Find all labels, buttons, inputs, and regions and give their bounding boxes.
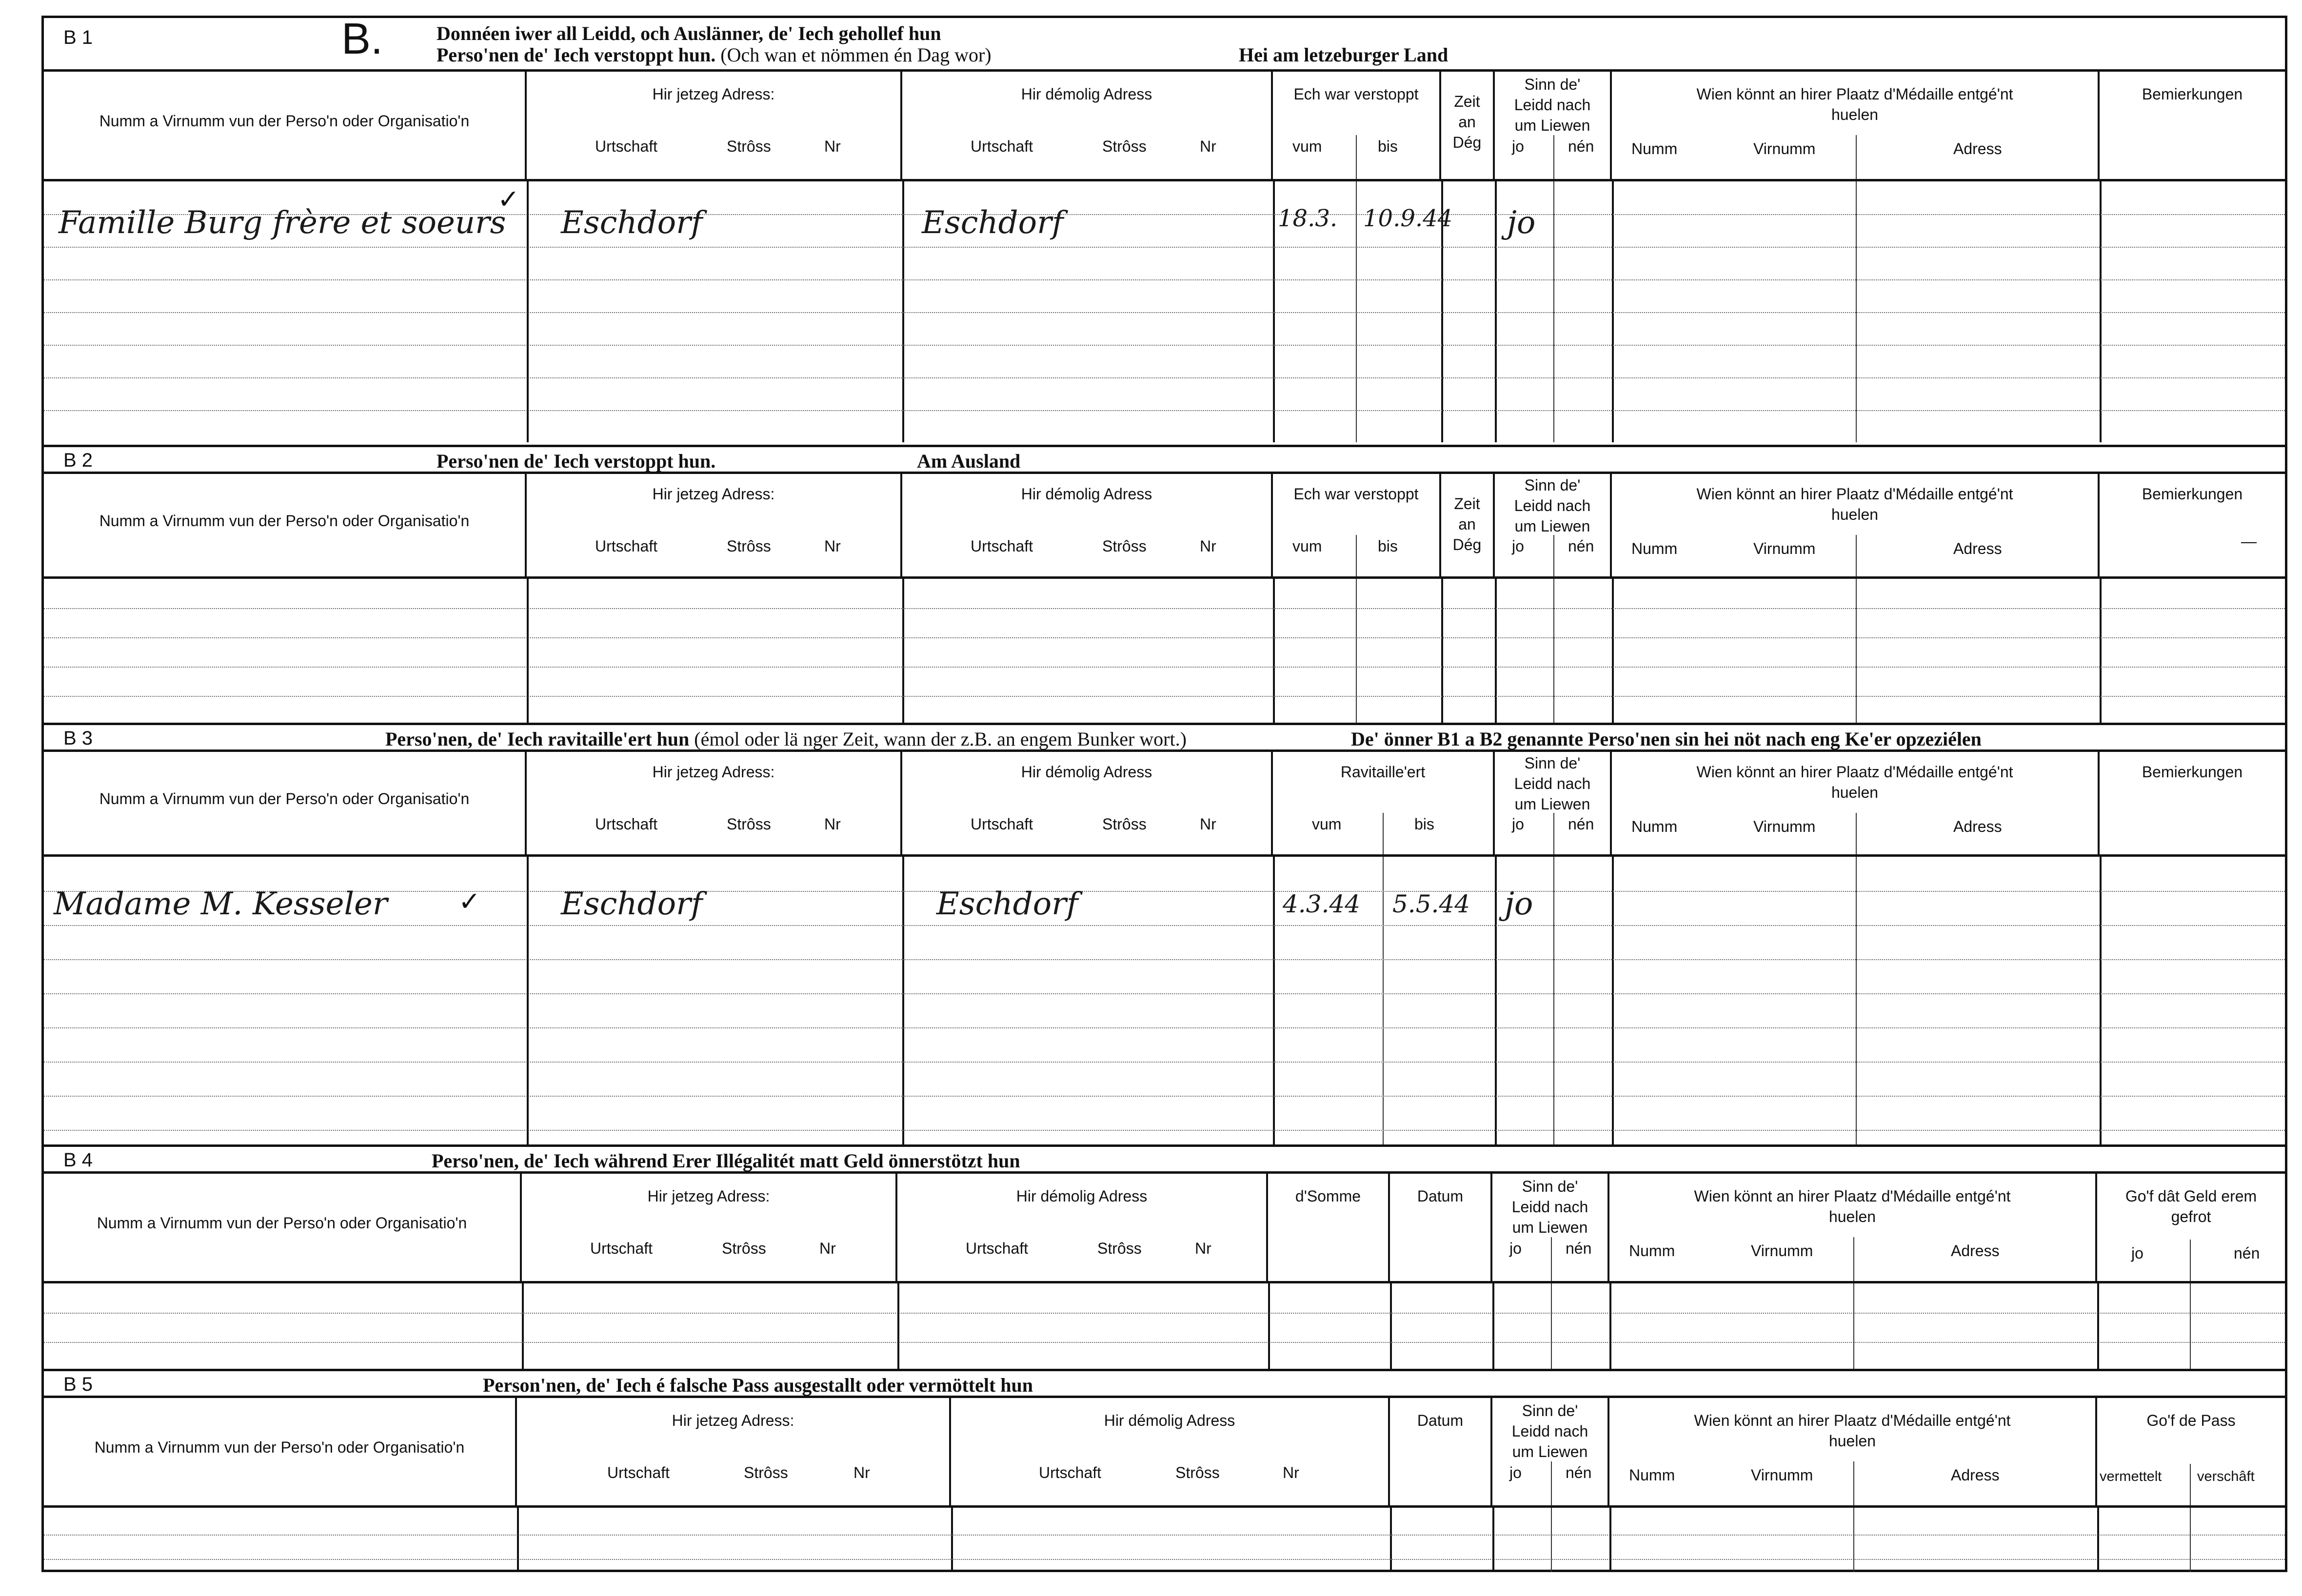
col-name bbox=[44, 72, 527, 179]
sub-label: Strôss bbox=[727, 815, 771, 833]
section-code: B 3 bbox=[63, 728, 93, 749]
col-medal bbox=[1612, 474, 2100, 576]
sub-label: Urtschaft bbox=[971, 138, 1033, 155]
heading-text: Perso'nen de' Iech verstoppt hun. bbox=[437, 44, 716, 66]
section-b4 bbox=[44, 1144, 2285, 1369]
ruled-line bbox=[44, 410, 2285, 411]
registration-form bbox=[41, 16, 2287, 1572]
column-header-row bbox=[44, 1174, 2285, 1283]
col-label: Wien könnt an hirer Plaatz d'Médaille entgé'nt huelen bbox=[1696, 485, 2013, 523]
divider bbox=[951, 1508, 953, 1572]
ruled-line bbox=[44, 1313, 2285, 1314]
sub-label: Numm bbox=[1629, 1242, 1675, 1260]
entry-current-town: Eschdorf bbox=[561, 886, 703, 922]
col-supplied bbox=[1273, 752, 1495, 854]
col-hidden bbox=[1273, 72, 1441, 179]
sub-label: Nr bbox=[1283, 1464, 1299, 1481]
sub-label: jo bbox=[1512, 537, 1524, 555]
sub-divider bbox=[1856, 135, 1857, 179]
ruled-line bbox=[44, 993, 2285, 994]
sub-label: Adress bbox=[1951, 1242, 2000, 1260]
col-label: Hir démolig Adress bbox=[1016, 1187, 1148, 1205]
divider bbox=[1492, 1283, 1494, 1369]
sub-label: Numm bbox=[1631, 140, 1678, 158]
divider bbox=[1609, 1283, 1611, 1369]
ruled-line bbox=[44, 1535, 2285, 1536]
sub-label: jo bbox=[1512, 815, 1524, 833]
col-label: Hir jetzeg Adress: bbox=[652, 763, 775, 781]
sub-divider bbox=[1383, 813, 1384, 854]
col-name-label: Numm a Virnumm vun der Perso'n oder Organisatio'n bbox=[99, 790, 470, 808]
col-label: Hir jetzeg Adress: bbox=[652, 485, 775, 503]
divider bbox=[2190, 1283, 2191, 1369]
sub-label: Virnumm bbox=[1753, 140, 1816, 158]
col-alive bbox=[1495, 474, 1612, 576]
divider bbox=[1612, 579, 1614, 723]
ruled-line bbox=[44, 608, 2285, 609]
col-medal bbox=[1609, 1174, 2097, 1281]
sub-label: Strôss bbox=[1175, 1464, 1220, 1481]
entry-supplied-to: 5.5.44 bbox=[1392, 890, 1470, 918]
col-current-address bbox=[522, 1174, 897, 1281]
divider bbox=[1390, 1283, 1392, 1369]
col-label: Wien könnt an hirer Plaatz d'Médaille entgé'nt huelen bbox=[1696, 85, 2013, 123]
sub-label: Urtschaft bbox=[607, 1464, 670, 1481]
sub-label: Adress bbox=[1951, 1466, 2000, 1484]
col-label: Go'f de Pass bbox=[2146, 1412, 2236, 1429]
section-code: B 1 bbox=[63, 27, 93, 48]
divider bbox=[522, 1283, 524, 1369]
sub-label: Strôss bbox=[744, 1464, 788, 1481]
divider bbox=[1553, 857, 1554, 1144]
col-name-label: Numm a Virnumm vun der Perso'n oder Organisatio'n bbox=[94, 1438, 465, 1456]
section-code: B 2 bbox=[63, 450, 93, 471]
form-letter: B. bbox=[341, 15, 383, 63]
col-medal bbox=[1609, 1398, 2097, 1505]
divider bbox=[1853, 1508, 1854, 1572]
sub-label: vum bbox=[1292, 537, 1322, 555]
sub-label: nén bbox=[1566, 1464, 1592, 1481]
col-former-address bbox=[951, 1398, 1390, 1505]
entry-hidden-from: 18.3. bbox=[1278, 205, 1338, 232]
sub-label: Adress bbox=[1953, 540, 2002, 557]
sub-label: Urtschaft bbox=[1039, 1464, 1102, 1481]
sub-label: vum bbox=[1292, 138, 1322, 155]
col-label: Hir démolig Adress bbox=[1021, 763, 1152, 781]
col-label: Wien könnt an hirer Plaatz d'Médaille entgé'nt huelen bbox=[1694, 1187, 2011, 1225]
sub-label: jo bbox=[1509, 1240, 1522, 1257]
sub-label: bis bbox=[1378, 537, 1398, 555]
col-label: d'Somme bbox=[1295, 1187, 1361, 1205]
divider bbox=[1495, 579, 1497, 723]
entry-supplied-from: 4.3.44 bbox=[1283, 890, 1361, 918]
col-label: Ech war verstoppt bbox=[1293, 485, 1419, 503]
col-remarks bbox=[2100, 474, 2285, 576]
ruled-line bbox=[44, 959, 2285, 960]
sub-label: Virnumm bbox=[1751, 1466, 1813, 1484]
sub-label: Nr bbox=[819, 1240, 836, 1257]
section-heading-line bbox=[385, 728, 1187, 750]
sub-label: nén bbox=[2234, 1244, 2260, 1262]
divider bbox=[1856, 579, 1857, 723]
section-heading-line2 bbox=[437, 43, 992, 66]
sub-label: Urtschaft bbox=[590, 1240, 653, 1257]
sub-label: Numm bbox=[1631, 540, 1678, 557]
sub-divider bbox=[2190, 1240, 2191, 1281]
heading-note-right: De' önner B1 a B2 genannte Perso'nen sin hei nöt nach eng Ke'er opzeziélen bbox=[1351, 728, 1982, 750]
sub-label: nén bbox=[1568, 138, 1594, 155]
ruled-line bbox=[44, 312, 2285, 313]
ruled-line bbox=[44, 637, 2285, 638]
divider bbox=[902, 857, 904, 1144]
sub-label: vermettelt bbox=[2100, 1469, 2162, 1484]
col-current-address bbox=[527, 72, 902, 179]
sub-label: Strôss bbox=[727, 537, 771, 555]
heading-location: Am Ausland bbox=[917, 450, 1021, 472]
sub-label: Virnumm bbox=[1753, 540, 1816, 557]
col-name bbox=[44, 474, 527, 576]
sub-divider bbox=[1856, 813, 1857, 854]
divider bbox=[517, 1508, 519, 1572]
col-label: Hir jetzeg Adress: bbox=[647, 1187, 770, 1205]
divider bbox=[1551, 1283, 1552, 1369]
entry-name: Famille Burg frère et soeurs bbox=[59, 205, 506, 241]
divider bbox=[2100, 579, 2102, 723]
col-remarks bbox=[2100, 72, 2285, 179]
col-former-address bbox=[897, 1174, 1268, 1281]
ruled-line bbox=[44, 667, 2285, 668]
heading-note: (émol oder lä nger Zeit, wann der z.B. an engem Bunker wort.) bbox=[694, 728, 1187, 750]
ruled-line bbox=[44, 247, 2285, 248]
sub-label: nén bbox=[1568, 815, 1594, 833]
sub-divider bbox=[1551, 1237, 1552, 1281]
divider bbox=[1383, 857, 1384, 1144]
section-b1 bbox=[44, 15, 2285, 445]
col-alive bbox=[1495, 72, 1612, 179]
column-header-row bbox=[44, 1398, 2285, 1508]
column-header-row bbox=[44, 752, 2285, 857]
sub-label: Adress bbox=[1953, 818, 2002, 835]
sub-label: Urtschaft bbox=[595, 815, 658, 833]
divider bbox=[1441, 579, 1443, 723]
sub-label: Adress bbox=[1953, 140, 2002, 158]
col-alive bbox=[1495, 752, 1612, 854]
col-days bbox=[1441, 474, 1495, 576]
sub-divider bbox=[1853, 1461, 1854, 1505]
divider bbox=[2097, 1508, 2099, 1572]
col-money-returned bbox=[2097, 1174, 2285, 1281]
col-label: Sinn de' Leidd nach um Liewen bbox=[1511, 1178, 1588, 1236]
col-label: Sinn de' Leidd nach um Liewen bbox=[1514, 754, 1591, 813]
col-former-address bbox=[902, 752, 1273, 854]
entry-alive-yes: jo bbox=[1505, 886, 1533, 922]
col-label: Datum bbox=[1417, 1412, 1464, 1429]
sub-label: Strôss bbox=[1102, 815, 1147, 833]
ruled-line bbox=[44, 345, 2285, 346]
col-name bbox=[44, 752, 527, 854]
sub-label: Virnumm bbox=[1753, 818, 1816, 835]
col-label: Zeit an Dég bbox=[1452, 495, 1482, 553]
heading-note: (Och wan et nömmen én Dag wor) bbox=[720, 44, 992, 66]
col-label: Zeit an Dég bbox=[1452, 93, 1482, 151]
sub-divider bbox=[1356, 535, 1357, 576]
entry-area bbox=[44, 181, 2285, 442]
col-current-address bbox=[517, 1398, 951, 1505]
heading-text: Perso'nen, de' Iech ravitaille'ert hun bbox=[385, 728, 690, 750]
sub-label: Nr bbox=[824, 537, 841, 555]
entry-area bbox=[44, 857, 2285, 1144]
divider bbox=[1492, 1508, 1494, 1572]
column-header-row bbox=[44, 474, 2285, 579]
sub-label: Strôss bbox=[1102, 537, 1147, 555]
sub-divider bbox=[2190, 1464, 2191, 1505]
ruled-line bbox=[44, 1096, 2285, 1097]
entry-area bbox=[44, 1508, 2285, 1572]
check-mark-icon: ✓ bbox=[458, 886, 481, 917]
col-alive bbox=[1492, 1174, 1609, 1281]
col-current-address bbox=[527, 752, 902, 854]
sub-label: vum bbox=[1312, 815, 1342, 833]
entry-name: Madame M. Kesseler bbox=[54, 886, 388, 922]
divider bbox=[1273, 579, 1275, 723]
sub-label: Strôss bbox=[1097, 1240, 1142, 1257]
sub-label: Strôss bbox=[722, 1240, 766, 1257]
col-hidden bbox=[1273, 474, 1441, 576]
col-label: Go'f dât Geld erem gefrot bbox=[2125, 1187, 2257, 1225]
col-label: Hir jetzeg Adress: bbox=[652, 85, 775, 103]
section-b5-title bbox=[44, 1371, 2285, 1398]
divider bbox=[1553, 579, 1554, 723]
sub-label: nén bbox=[1568, 537, 1594, 555]
section-heading: Person'nen, de' Iech é falsche Pass ausgestallt oder vermöttelt hun bbox=[483, 1374, 1033, 1396]
section-heading: Donnéen iwer all Leidd, och Auslänner, de' Iech gehollef hun bbox=[437, 22, 941, 44]
sub-label: Nr bbox=[1195, 1240, 1211, 1257]
sub-divider bbox=[1551, 1461, 1552, 1505]
col-name-label: Numm a Virnumm vun der Perso'n oder Organisatio'n bbox=[99, 112, 470, 130]
entry-current-town: Eschdorf bbox=[561, 205, 703, 241]
entry-area bbox=[44, 1283, 2285, 1369]
sub-label: Nr bbox=[824, 138, 841, 155]
section-b3-title bbox=[44, 725, 2285, 752]
col-alive bbox=[1492, 1398, 1609, 1505]
section-b1-title bbox=[44, 15, 2285, 72]
col-label: Bemierkungen bbox=[2142, 85, 2243, 103]
divider bbox=[902, 579, 904, 723]
col-label: Sinn de' Leidd nach um Liewen bbox=[1514, 76, 1591, 134]
sub-label: verschâft bbox=[2197, 1469, 2255, 1484]
divider bbox=[2100, 857, 2102, 1144]
section-b5 bbox=[44, 1369, 2285, 1572]
sub-divider bbox=[1356, 135, 1357, 179]
col-label: Datum bbox=[1417, 1187, 1464, 1205]
col-sum bbox=[1268, 1174, 1390, 1281]
col-name-label: Numm a Virnumm vun der Perso'n oder Organisatio'n bbox=[99, 512, 470, 530]
sub-label: bis bbox=[1414, 815, 1434, 833]
sub-label: Virnumm bbox=[1751, 1242, 1813, 1260]
entry-area bbox=[44, 579, 2285, 723]
section-code: B 5 bbox=[63, 1374, 93, 1395]
sub-label: Urtschaft bbox=[971, 815, 1033, 833]
entry-alive-yes: jo bbox=[1507, 205, 1536, 241]
divider bbox=[1856, 857, 1857, 1144]
sub-label: Strôss bbox=[727, 138, 771, 155]
col-label: Hir démolig Adress bbox=[1104, 1412, 1235, 1429]
col-label: Hir jetzeg Adress: bbox=[672, 1412, 794, 1429]
sub-label: Nr bbox=[1200, 537, 1216, 555]
section-b4-title bbox=[44, 1147, 2285, 1174]
col-date bbox=[1390, 1398, 1492, 1505]
sub-label: Nr bbox=[853, 1464, 870, 1481]
divider bbox=[1853, 1283, 1854, 1369]
sub-label: jo bbox=[2131, 1244, 2143, 1262]
col-medal bbox=[1612, 752, 2100, 854]
col-date bbox=[1390, 1174, 1492, 1281]
col-remarks bbox=[2100, 752, 2285, 854]
divider bbox=[1356, 579, 1357, 723]
col-label: Hir démolig Adress bbox=[1021, 85, 1152, 103]
ruled-line bbox=[44, 1062, 2285, 1063]
sub-label: Nr bbox=[1200, 815, 1216, 833]
col-days bbox=[1441, 72, 1495, 179]
divider bbox=[1273, 857, 1275, 1144]
divider bbox=[1390, 1508, 1392, 1572]
col-former-address bbox=[902, 72, 1273, 179]
sub-label: Urtschaft bbox=[595, 138, 658, 155]
section-b3 bbox=[44, 723, 2285, 1144]
col-label: Bemierkungen bbox=[2142, 485, 2243, 503]
sub-label: Urtschaft bbox=[595, 537, 658, 555]
check-mark-icon: ✓ bbox=[497, 184, 520, 215]
entry-former-town: Eschdorf bbox=[922, 205, 1064, 241]
section-heading: Perso'nen de' Iech verstoppt hun. bbox=[437, 450, 716, 472]
entry-hidden-to: 10.9.44 bbox=[1363, 205, 1453, 232]
sub-divider bbox=[1553, 135, 1554, 179]
divider bbox=[1495, 857, 1497, 1144]
col-label: Bemierkungen bbox=[2142, 763, 2243, 781]
sub-divider bbox=[1553, 813, 1554, 854]
sub-label: Numm bbox=[1629, 1466, 1675, 1484]
ruled-line bbox=[44, 925, 2285, 926]
divider bbox=[1612, 857, 1614, 1144]
divider bbox=[527, 579, 529, 723]
ruled-line bbox=[44, 696, 2285, 697]
heading-location: Hei am letzeburger Land bbox=[1239, 44, 1449, 66]
sub-label: jo bbox=[1512, 138, 1524, 155]
remark-dash: — bbox=[2241, 532, 2257, 550]
col-label: Hir démolig Adress bbox=[1021, 485, 1152, 503]
sub-label: jo bbox=[1509, 1464, 1522, 1481]
divider bbox=[2190, 1508, 2191, 1572]
divider bbox=[1609, 1508, 1611, 1572]
sub-label: Urtschaft bbox=[971, 537, 1033, 555]
ruled-line bbox=[44, 1027, 2285, 1028]
ruled-line bbox=[44, 377, 2285, 378]
col-name bbox=[44, 1398, 517, 1505]
ruled-line bbox=[44, 1130, 2285, 1131]
divider bbox=[2097, 1283, 2099, 1369]
col-former-address bbox=[902, 474, 1273, 576]
ruled-line bbox=[44, 1559, 2285, 1560]
ruled-line bbox=[44, 279, 2285, 280]
ruled-line bbox=[44, 1342, 2285, 1343]
sub-divider bbox=[1553, 535, 1554, 576]
sub-label: Nr bbox=[1200, 138, 1216, 155]
col-pass bbox=[2097, 1398, 2285, 1505]
section-heading: Perso'nen, de' Iech während Erer Illégalitét matt Geld önnerstötzt hun bbox=[432, 1150, 1020, 1172]
sub-label: Numm bbox=[1631, 818, 1678, 835]
col-label: Ravitaille'ert bbox=[1340, 763, 1426, 781]
col-medal bbox=[1612, 72, 2100, 179]
entry-former-town: Eschdorf bbox=[936, 886, 1078, 922]
col-current-address bbox=[527, 474, 902, 576]
section-b2 bbox=[44, 445, 2285, 723]
sub-label: Urtschaft bbox=[966, 1240, 1029, 1257]
divider bbox=[1551, 1508, 1552, 1572]
divider bbox=[1268, 1283, 1270, 1369]
sub-divider bbox=[1853, 1237, 1854, 1281]
col-label: Sinn de' Leidd nach um Liewen bbox=[1511, 1402, 1588, 1460]
sub-label: Strôss bbox=[1102, 138, 1147, 155]
sub-label: bis bbox=[1378, 138, 1398, 155]
col-label: Ech war verstoppt bbox=[1293, 85, 1419, 103]
section-code: B 4 bbox=[63, 1149, 93, 1171]
col-label: Wien könnt an hirer Plaatz d'Médaille entgé'nt huelen bbox=[1696, 763, 2013, 801]
col-label: Sinn de' Leidd nach um Liewen bbox=[1514, 476, 1591, 535]
sub-label: Nr bbox=[824, 815, 841, 833]
divider bbox=[897, 1283, 899, 1369]
section-b2-title bbox=[44, 447, 2285, 474]
col-name bbox=[44, 1174, 522, 1281]
col-name-label: Numm a Virnumm vun der Perso'n oder Organisatio'n bbox=[97, 1214, 467, 1232]
sub-divider bbox=[1856, 535, 1857, 576]
sub-label: nén bbox=[1566, 1240, 1592, 1257]
divider bbox=[527, 857, 529, 1144]
col-label: Wien könnt an hirer Plaatz d'Médaille entgé'nt huelen bbox=[1694, 1412, 2011, 1450]
column-header-row bbox=[44, 72, 2285, 181]
